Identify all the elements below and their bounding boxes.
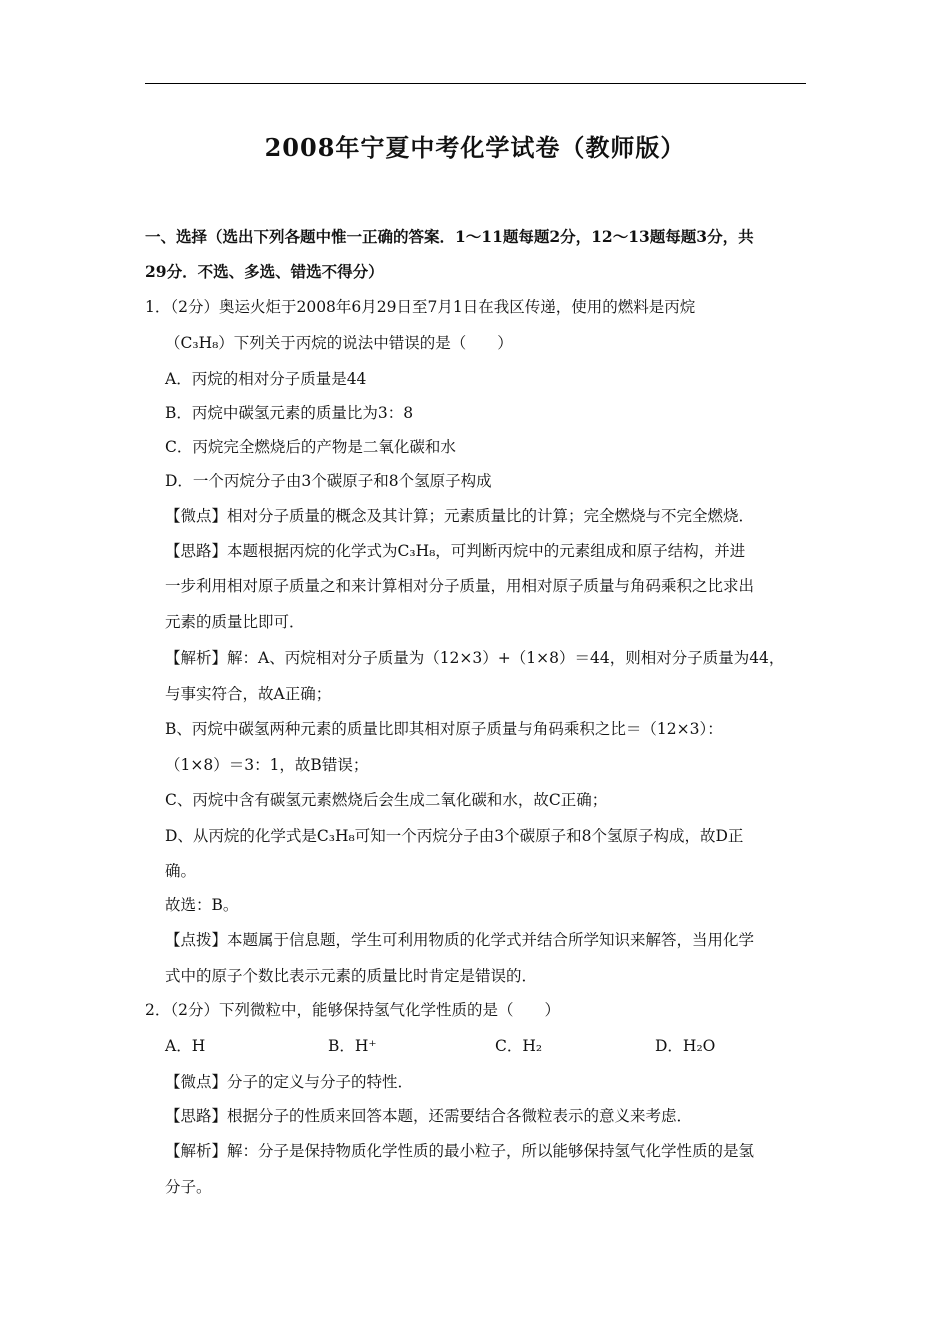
q1-dianbo-line-1: 【点拨】本题属于信息题，学生可利用物质的化学式并结合所学知识来解答，当用化学 — [165, 931, 755, 949]
q1-option-c: C．丙烷完全燃烧后的产物是二氧化碳和水 — [165, 438, 456, 456]
q1-jiexi-line-5: C、丙烷中含有碳氢元素燃烧后会生成二氧化碳和水，故C正确； — [165, 791, 608, 809]
q2-jiexi-line-2: 分子。 — [165, 1178, 212, 1196]
q1-jiexi-line-6: D、从丙烷的化学式是C₃H₈可知一个丙烷分子由3个碳原子和8个氢原子构成，故D正 — [165, 827, 744, 845]
q1-jiexi-line-7: 确。 — [165, 862, 197, 880]
section-heading-line-2: 29分．不选、多选、错选不得分） — [145, 262, 384, 281]
q2-silu: 【思路】根据分子的性质来回答本题，还需要结合各微粒表示的意义来考虑． — [165, 1107, 693, 1125]
q1-option-d: D．一个丙烷分子由3个碳原子和8个氢原子构成 — [165, 472, 492, 490]
q1-jiexi-line-4: （1×8）＝3：1，故B错误； — [165, 756, 369, 774]
q2-option-a: A．H — [165, 1037, 206, 1055]
q1-weidian: 【微点】相对分子质量的概念及其计算；元素质量比的计算；完全燃烧与不完全燃烧． — [165, 507, 755, 525]
q2-option-b: B．H⁺ — [328, 1037, 377, 1055]
q1-stem-line-1: 1．（2分）奥运火炬于2008年6月29日至7月1日在我区传递，使用的燃料是丙烷 — [145, 298, 696, 316]
q1-silu-line-3: 元素的质量比即可． — [165, 613, 305, 631]
q2-option-d: D．H₂O — [655, 1037, 716, 1055]
q1-jiexi-line-2: 与事实符合，故A正确； — [165, 685, 332, 703]
q1-jiexi-line-3: B、丙烷中碳氢两种元素的质量比即其相对原子质量与角码乘积之比＝（12×3）： — [165, 720, 723, 738]
q1-option-a: A．丙烷的相对分子质量是44 — [165, 370, 367, 388]
q1-silu-line-1: 【思路】本题根据丙烷的化学式为C₃H₈，可判断丙烷中的元素组成和原子结构，并进 — [165, 542, 746, 560]
q1-dianbo-line-2: 式中的原子个数比表示元素的质量比时肯定是错误的． — [165, 967, 538, 985]
section-heading-line-1: 一、选择（选出下列各题中惟一正确的答案．1～11题每题2分，12～13题每题3分，共 — [145, 227, 754, 246]
q1-jiexi-line-1: 【解析】解：A、丙烷相对分子质量为（12×3）+（1×8）＝44，则相对分子质量为44， — [165, 649, 785, 667]
q1-option-b: B．丙烷中碳氢元素的质量比为3：8 — [165, 404, 414, 422]
q2-stem: 2．（2分）下列微粒中，能够保持氢气化学性质的是（ ） — [145, 1001, 560, 1019]
q2-option-c: C．H₂ — [495, 1037, 543, 1055]
page-title: 2008年宁夏中考化学试卷（教师版） — [264, 133, 686, 162]
q2-jiexi-line-1: 【解析】解：分子是保持物质化学性质的最小粒子，所以能够保持氢气化学性质的是氢 — [165, 1142, 755, 1160]
q2-weidian: 【微点】分子的定义与分子的特性． — [165, 1073, 414, 1091]
q1-silu-line-2: 一步利用相对原子质量之和来计算相对分子质量，用相对原子质量与角码乘积之比求出 — [165, 577, 755, 595]
header-rule — [145, 83, 806, 84]
q1-stem-line-2: （C₃H₈）下列关于丙烷的说法中错误的是（ ） — [165, 334, 513, 352]
q1-answer: 故选：B。 — [165, 896, 239, 914]
